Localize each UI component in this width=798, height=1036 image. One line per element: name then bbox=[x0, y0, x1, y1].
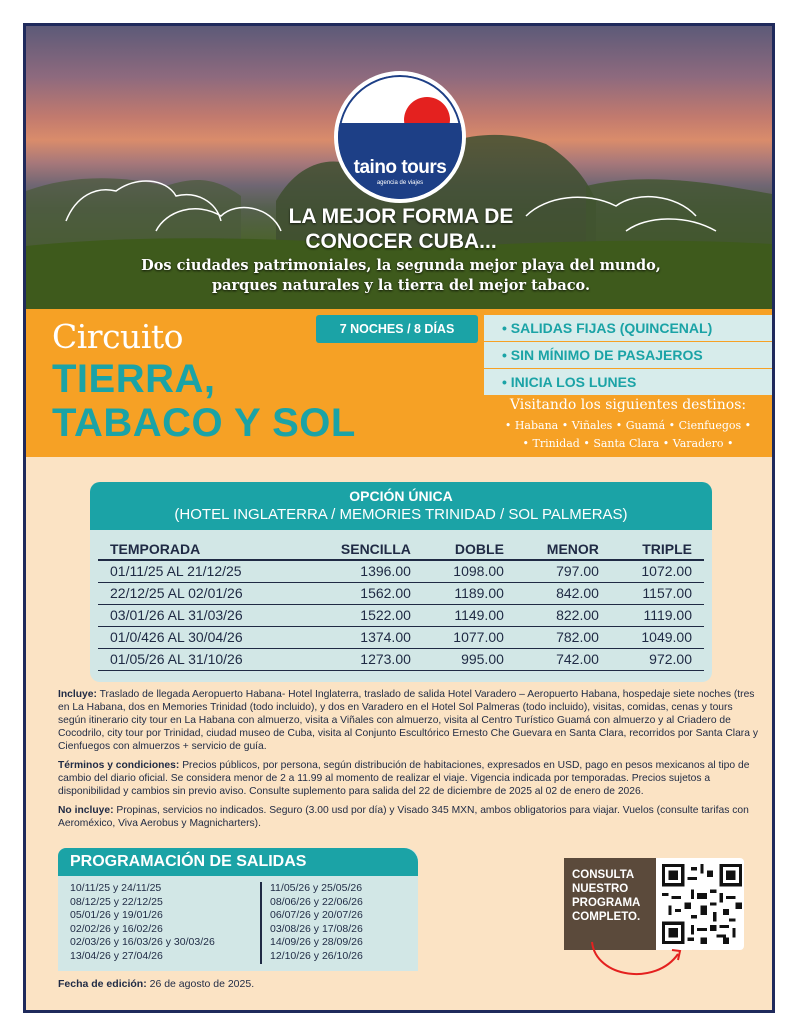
table-cell: 972.00 bbox=[611, 648, 704, 670]
departure-item: 11/05/26 y 25/05/26 bbox=[270, 882, 363, 894]
table-cell: 1072.00 bbox=[611, 560, 704, 582]
hero-subtitle bbox=[106, 256, 696, 296]
table-cell: 1374.00 bbox=[304, 626, 423, 648]
table-cell: 842.00 bbox=[516, 582, 611, 604]
hero-banner bbox=[26, 26, 772, 311]
table-cell: 1157.00 bbox=[611, 582, 704, 604]
price-table-card bbox=[90, 482, 712, 682]
departure-item: 10/11/25 y 24/11/25 bbox=[70, 882, 162, 894]
terms-section bbox=[58, 688, 758, 836]
destinations-line: • Habana • Viñales • Guamá • Cienfuegos • bbox=[504, 419, 752, 432]
excludes-label: No incluye: bbox=[58, 805, 114, 816]
table-cell: 01/11/25 AL 21/12/25 bbox=[98, 560, 304, 582]
qr-callout[interactable] bbox=[564, 858, 744, 950]
departure-item: 06/07/26 y 20/07/26 bbox=[270, 909, 363, 921]
circuit-name-line2: TABACO Y SOL bbox=[52, 401, 356, 445]
price-table bbox=[98, 538, 704, 671]
departure-item: 08/12/25 y 22/12/25 bbox=[70, 895, 163, 908]
table-cell: 1273.00 bbox=[304, 648, 423, 670]
table-cell: 1077.00 bbox=[423, 626, 516, 648]
curved-arrow-icon bbox=[586, 938, 686, 988]
table-row bbox=[98, 560, 704, 582]
feature-item: • INICIA LOS LUNES bbox=[484, 369, 774, 395]
qr-code-icon[interactable] bbox=[662, 864, 742, 944]
hero-title-line2: CONOCER CUBA... bbox=[305, 230, 497, 253]
table-cell: 1189.00 bbox=[423, 582, 516, 604]
table-cell: 1098.00 bbox=[423, 560, 516, 582]
table-row bbox=[98, 626, 704, 648]
price-table-header bbox=[90, 482, 712, 530]
hero-subtitle-line2: parques naturales y la tierra del mejor tabaco. bbox=[211, 277, 591, 294]
table-cell: 797.00 bbox=[516, 560, 611, 582]
feature-item: • SIN MÍNIMO DE PASAJEROS bbox=[484, 342, 774, 368]
hero-title bbox=[176, 204, 626, 254]
departures-column-left bbox=[70, 882, 255, 963]
departure-item: 02/02/26 y 16/02/26 bbox=[70, 922, 163, 935]
flyer-page bbox=[23, 23, 775, 1013]
table-row bbox=[98, 648, 704, 670]
qr-label-line: NUESTRO bbox=[572, 883, 629, 895]
table-row bbox=[98, 582, 704, 604]
edition-date-label: Fecha de edición: bbox=[58, 978, 147, 990]
table-cell: 1396.00 bbox=[304, 560, 423, 582]
table-cell: 1119.00 bbox=[611, 604, 704, 626]
column-header: TEMPORADA bbox=[98, 538, 304, 560]
table-cell: 1049.00 bbox=[611, 626, 704, 648]
qr-label-line: COMPLETO. bbox=[572, 911, 641, 923]
departure-item: 02/03/26 y 16/03/26 y 30/03/26 bbox=[70, 936, 215, 948]
column-divider bbox=[260, 882, 262, 964]
table-cell: 782.00 bbox=[516, 626, 611, 648]
departures-card bbox=[58, 848, 418, 971]
circuit-label: Circuito bbox=[52, 317, 183, 356]
taino-tours-logo bbox=[334, 71, 466, 203]
includes-paragraph bbox=[58, 688, 758, 753]
departures-column-right bbox=[270, 882, 410, 963]
brand-name: taino tours bbox=[353, 157, 447, 178]
qr-label bbox=[564, 858, 656, 950]
destinations-line: • Trinidad • Santa Clara • Varadero • bbox=[522, 437, 734, 450]
features-list bbox=[484, 315, 774, 396]
edition-date-value: 26 de agosto de 2025. bbox=[149, 978, 255, 990]
includes-label: Incluye: bbox=[58, 689, 97, 700]
departure-item: 05/01/26 y 19/01/26 bbox=[70, 909, 163, 921]
table-cell: 1522.00 bbox=[304, 604, 423, 626]
departure-item: 03/08/26 y 17/08/26 bbox=[270, 922, 363, 935]
hero-subtitle-line1: Dos ciudades patrimoniales, la segunda mejor playa del mundo, bbox=[141, 257, 661, 274]
qr-label-line: CONSULTA bbox=[572, 869, 635, 881]
table-header-row bbox=[98, 538, 704, 560]
column-header: MENOR bbox=[516, 538, 611, 560]
table-cell: 22/12/25 AL 02/01/26 bbox=[98, 582, 304, 604]
departure-item: 12/10/26 y 26/10/26 bbox=[270, 949, 363, 962]
terms-text: Precios públicos, por persona, según distribución de habitaciones, expresados en USD, pago en pesos mexicanos al tipo de cambio del diario oficial. Se considera menor de 2 a 11.99 al momento de realizar el viaje. Vigencia indicada por temporadas. Precios sujetos a disponibilidad y cambios sin previo aviso. Consulte suplemento para salida del 22 de diciembre de 2025 al 02 de enero de 2026. bbox=[58, 760, 750, 797]
circuit-band bbox=[26, 309, 772, 457]
departure-item: 14/09/26 y 28/09/26 bbox=[270, 936, 363, 948]
column-header: DOBLE bbox=[423, 538, 516, 560]
includes-text: Traslado de llegada Aeropuerto Habana- Hotel Inglaterra, traslado de salida Hotel Varadero – Aeropuerto Habana, hospedaje siete noches (tres en La Habana, dos en Memories Trinidad (todo incluido), y dos en Varadero en el Hotel Sol Palmeras (todo incluido), visitas, comidas, cenas y tours según itinerario city tour en La Habana con almuerzo, visita a Viñales con almuerzo, visita al Centro Turístico Guamá con almuerzo y al Criadero de Cocodrilo, city tour por Trinidad, ciudad museo de Cuba, visita al Conjunto Escultórico Ernesto Che Guevara en Santa Clara, recorridos por Santa Clara y Cienfuegos con almuerzos + servicio de guía. bbox=[58, 689, 758, 752]
brand-tagline: agencia de viajes bbox=[376, 180, 424, 186]
terms-paragraph bbox=[58, 759, 758, 798]
table-cell: 995.00 bbox=[423, 648, 516, 670]
table-row bbox=[98, 604, 704, 626]
circuit-name bbox=[52, 357, 356, 445]
hero-title-line1: LA MEJOR FORMA DE bbox=[288, 205, 514, 228]
departure-item: 08/06/26 y 22/06/26 bbox=[270, 895, 363, 908]
table-cell: 01/05/26 AL 31/10/26 bbox=[98, 648, 304, 670]
circuit-name-line1: TIERRA, bbox=[52, 357, 216, 401]
table-cell: 1562.00 bbox=[304, 582, 423, 604]
departure-item: 13/04/26 y 27/04/26 bbox=[70, 949, 163, 962]
duration-badge: 7 NOCHES / 8 DÍAS bbox=[316, 315, 478, 343]
table-cell: 742.00 bbox=[516, 648, 611, 670]
option-title: OPCIÓN ÚNICA bbox=[349, 488, 453, 504]
table-cell: 822.00 bbox=[516, 604, 611, 626]
qr-label-line: PROGRAMA bbox=[572, 897, 641, 909]
feature-item: • SALIDAS FIJAS (QUINCENAL) bbox=[484, 315, 774, 341]
table-cell: 01/0/426 AL 30/04/26 bbox=[98, 626, 304, 648]
table-cell: 1149.00 bbox=[423, 604, 516, 626]
destinations-title: Visitando los siguientes destinos: bbox=[509, 397, 747, 413]
hotels-line: (HOTEL INGLATERRA / MEMORIES TRINIDAD / SOL PALMERAS) bbox=[174, 506, 628, 523]
column-header: TRIPLE bbox=[611, 538, 704, 560]
terms-label: Términos y condiciones: bbox=[58, 760, 180, 771]
departures-title: PROGRAMACIÓN DE SALIDAS bbox=[58, 848, 418, 876]
column-header: SENCILLA bbox=[304, 538, 423, 560]
table-cell: 03/01/26 AL 31/03/26 bbox=[98, 604, 304, 626]
edition-date bbox=[58, 978, 254, 990]
excludes-paragraph bbox=[58, 804, 758, 830]
excludes-text: Propinas, servicios no indicados. Seguro (3.00 usd por día) y Visado 345 MXN, ambos obligatorios para viajar. Vuelos (consulte tarifas con Aeroméxico, Viva Aerobus y Magnicharters). bbox=[58, 805, 749, 829]
